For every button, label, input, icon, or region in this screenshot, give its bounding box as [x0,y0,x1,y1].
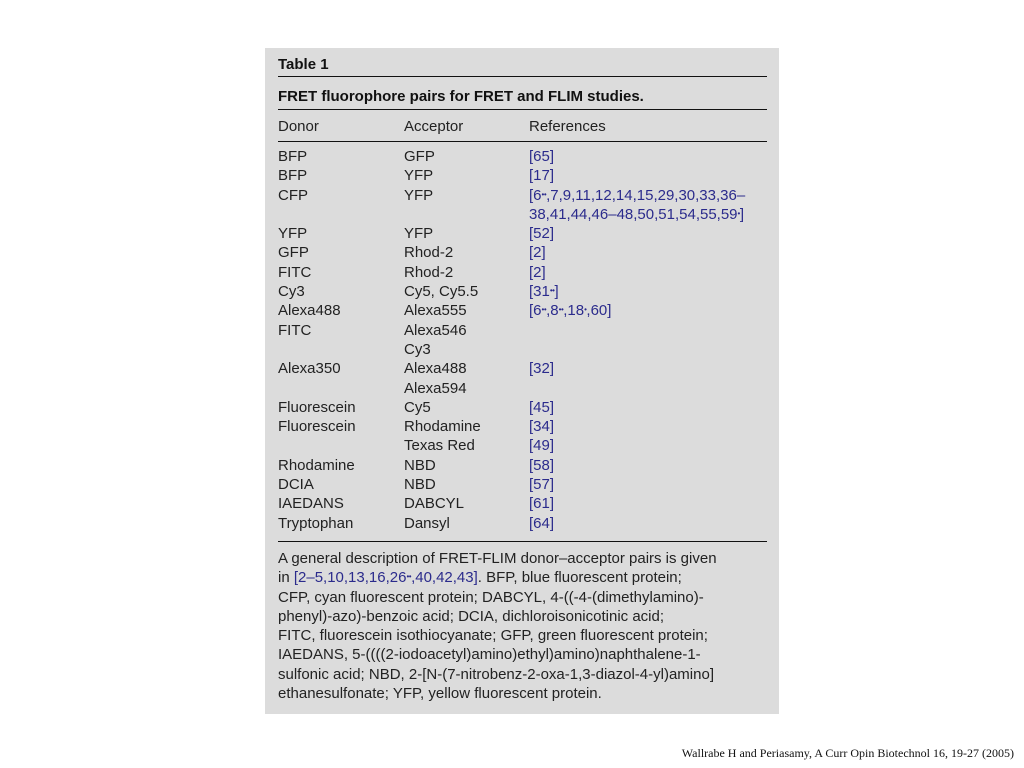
references-link[interactable]: [32] [529,360,555,378]
source-citation: Wallrabe H and Periasamy, A Curr Opin Biotechnol 16, 19-27 (2005) [681,746,1014,760]
donor-cell: GFP [278,244,309,262]
donor-cell: BFP [278,167,308,185]
references-link[interactable]: [61] [529,495,555,513]
donor-cell [278,379,404,398]
footnote-line: sulfonic acid; NBD, 2-[N-(7-nitrobenz-2-oxa-1,3-diazol-4-yl)amino] [278,665,714,683]
table-label: Table 1 [278,56,329,73]
donor-cell: CFP [278,186,308,204]
references-link[interactable] [529,379,767,398]
donor-cell: Fluorescein [278,418,356,436]
table-row [278,436,767,455]
table-header [278,110,767,141]
donor-cell: BFP [278,148,308,165]
table-footnote [278,542,767,703]
table-row-continuation [278,205,767,224]
table-row [278,359,767,378]
acceptor-cell: NBD [404,476,436,494]
donor-cell: Cy3 [278,283,305,301]
header-acceptor: Acceptor [404,118,464,135]
references-link[interactable]: [57] [529,476,555,494]
acceptor-cell: YFP [404,167,434,185]
donor-cell [278,340,404,359]
table-row [278,243,767,262]
table-row [278,475,767,494]
footnote-text: . BFP, blue fluorescent protein; [477,569,682,587]
acceptor-cell: Alexa594 [404,379,467,397]
table-row [278,417,767,436]
footnote-text: in [278,569,294,587]
footnote-line: IAEDANS, 5-((((2-iodoacetyl)amino)ethyl)amino)naphthalene-1- [278,646,701,664]
acceptor-cell: Rhod-2 [404,244,454,262]
table-row [278,494,767,513]
donor-cell: IAEDANS [278,495,344,513]
table-row [278,301,767,320]
references-link[interactable]: [17] [529,167,555,185]
table-row [278,514,767,533]
references-link[interactable]: [49] [529,437,555,455]
table-row [278,166,767,185]
donor-cell: FITC [278,263,312,281]
references-link[interactable]: [34] [529,418,555,436]
references-link[interactable] [529,321,767,340]
acceptor-cell: GFP [404,148,435,165]
table-body [278,142,767,541]
table-row [278,321,767,340]
donor-cell: Alexa350 [278,360,341,378]
acceptor-cell: NBD [404,456,436,474]
acceptor-cell: Alexa488 [404,360,467,378]
references-link[interactable] [529,340,767,359]
references-link[interactable]: [2] [529,244,546,262]
table-row [278,379,767,398]
table-row [278,147,767,166]
table-row [278,456,767,475]
table-row [278,398,767,417]
donor-cell: Tryptophan [278,514,354,532]
table-row [278,282,767,301]
acceptor-cell: YFP [404,186,434,204]
acceptor-cell: Texas Red [404,437,475,455]
footnote-line: ethanesulfonate; YFP, yellow fluorescent protein. [278,685,602,703]
acceptor-cell: Cy5 [404,398,431,416]
donor-cell [278,205,404,224]
acceptor-cell: Alexa555 [404,302,467,320]
references-link[interactable]: [31••] [529,283,559,301]
references-link[interactable]: [52] [529,225,555,243]
footnote-line [278,568,767,587]
footnote-line: phenyl)-azo)-benzoic acid; DCIA, dichloroisonicotinic acid; [278,607,665,625]
table-row [278,340,767,359]
footnote-line: CFP, cyan fluorescent protein; DABCYL, 4-((-4-(dimethylamino)- [278,588,704,606]
footnote-line: FITC, fluorescein isothiocyanate; GFP, green fluorescent protein; [278,627,708,645]
references-link[interactable]: [6••,7,9,11,12,14,15,29,30,33,36– [529,186,746,204]
acceptor-cell: Dansyl [404,514,450,532]
references-link[interactable]: [2] [529,263,546,281]
donor-cell: YFP [278,225,308,243]
header-references: References [529,118,606,135]
acceptor-cell: DABCYL [404,495,465,513]
acceptor-cell: Alexa546 [404,321,467,339]
acceptor-cell: Rhod-2 [404,263,454,281]
donor-cell [278,436,404,455]
footnote-reference-link[interactable]: [2–5,10,13,16,26••,40,42,43] [293,569,478,587]
footnote-line: A general description of FRET-FLIM donor–acceptor pairs is given [278,549,717,567]
table-row [278,186,767,205]
donor-cell: FITC [278,321,312,339]
references-link[interactable]: [58] [529,456,555,474]
acceptor-cell: YFP [404,225,434,243]
references-link[interactable]: 38,41,44,46–48,50,51,54,55,59•] [529,205,745,223]
references-link[interactable]: [6••,8••,18•,60] [529,302,612,320]
references-link[interactable]: [65] [529,148,555,165]
acceptor-cell: Cy5, Cy5.5 [404,283,479,301]
header-donor: Donor [278,118,319,135]
table-row [278,263,767,282]
references-link[interactable]: [64] [529,514,555,532]
references-link[interactable]: [45] [529,398,555,416]
donor-cell: DCIA [278,476,314,494]
table-card [265,48,779,714]
donor-cell: Rhodamine [278,456,355,474]
donor-cell: Fluorescein [278,398,356,416]
table-title: FRET fluorophore pairs for FRET and FLIM studies. [278,88,644,105]
acceptor-cell: Rhodamine [404,418,481,436]
acceptor-cell [404,205,529,224]
acceptor-cell: Cy3 [404,340,431,358]
table-row [278,224,767,243]
donor-cell: Alexa488 [278,302,341,320]
